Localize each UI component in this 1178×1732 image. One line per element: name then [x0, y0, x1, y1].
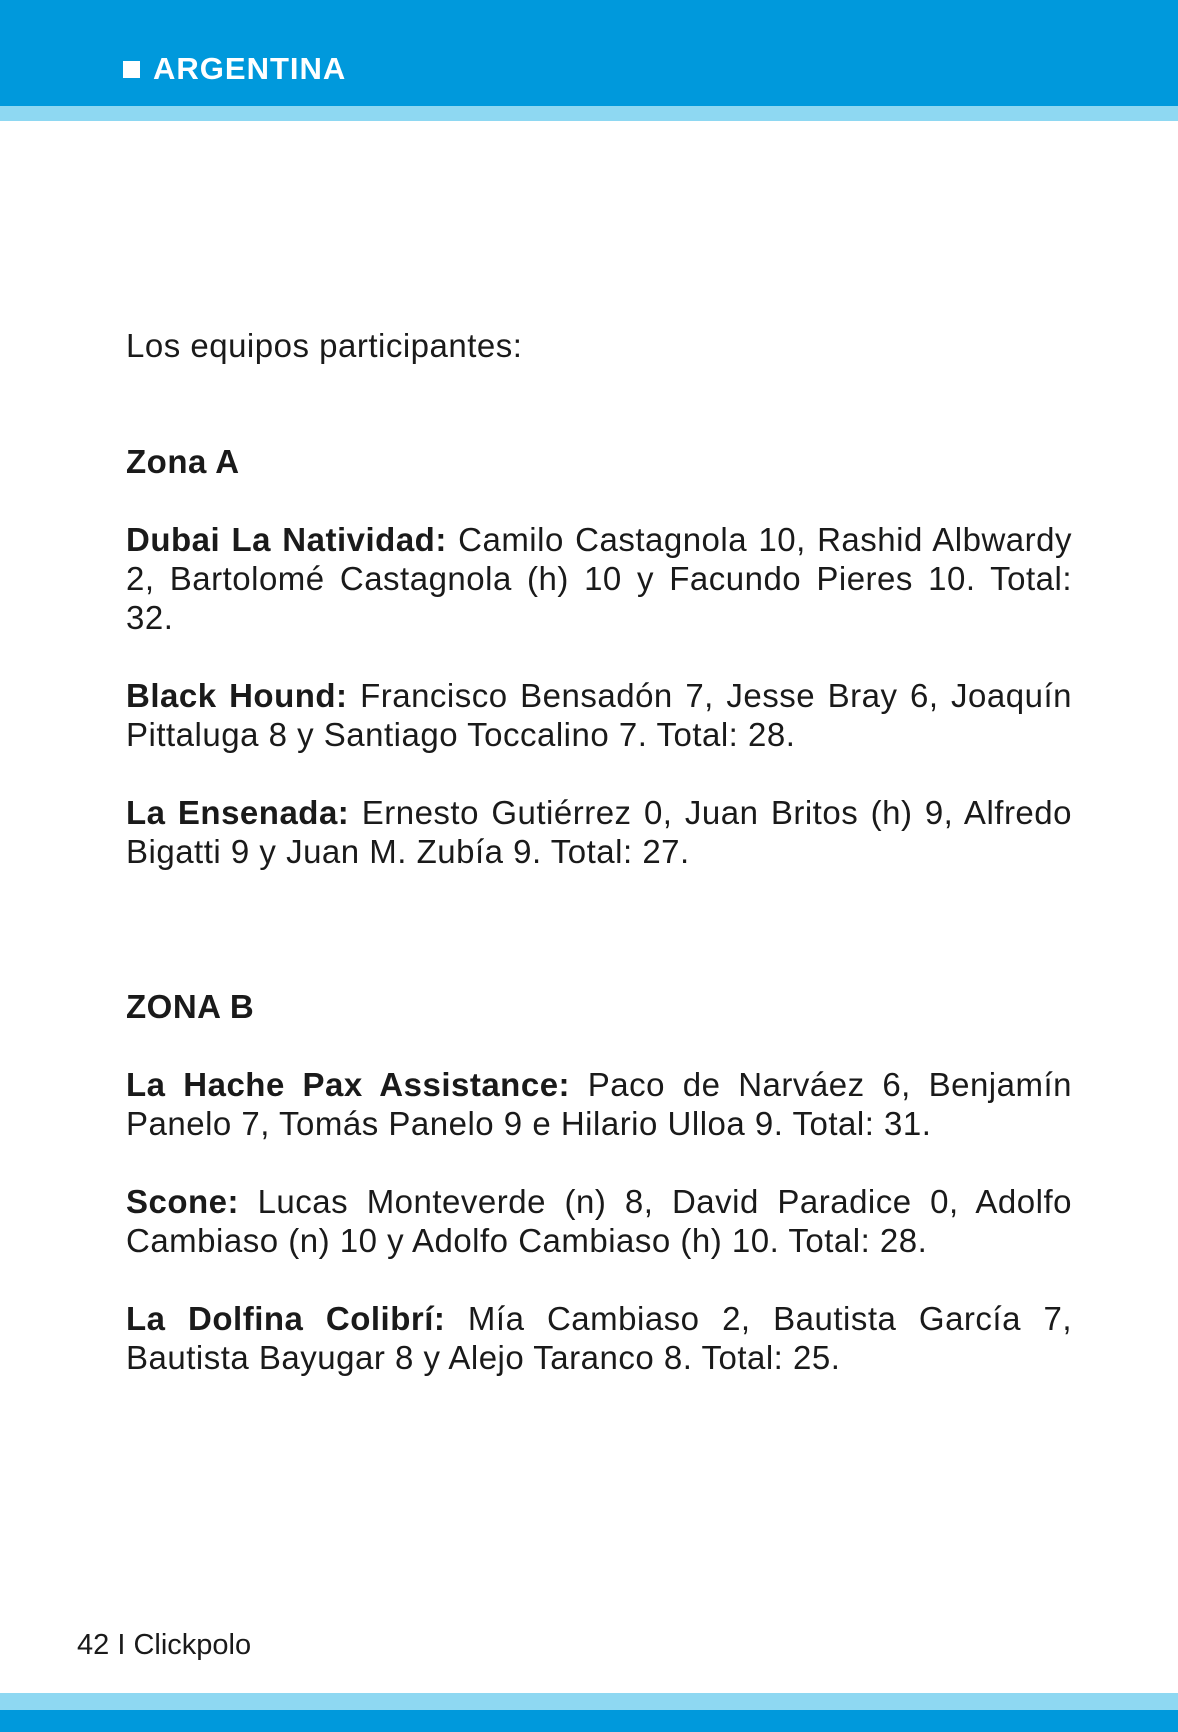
intro-text: Los equipos participantes:	[126, 327, 523, 364]
page-number: 42	[77, 1629, 110, 1661]
team-entry	[126, 1182, 1072, 1260]
footer-stripe	[0, 1693, 1178, 1710]
team-name: Dubai La Natividad:	[126, 521, 447, 558]
team-entry	[126, 1065, 1072, 1143]
zone-a-title: Zona A	[126, 443, 240, 480]
team-name: La Ensenada:	[126, 794, 350, 831]
header-stripe	[0, 106, 1178, 121]
team-entry	[126, 520, 1072, 637]
footer-separator: I	[117, 1629, 126, 1661]
footer-bar	[0, 1710, 1178, 1732]
main-content	[126, 326, 1072, 1377]
team-name: La Hache Pax Assistance:	[126, 1066, 571, 1103]
team-name: La Dolfina Colibrí:	[126, 1300, 446, 1337]
team-players: Ernesto Gutiérrez 0, Juan Britos (h) 9, Alfredo Bigatti 9 y Juan M. Zubía 9. Total: 27.	[126, 794, 1072, 870]
page-footer	[77, 1627, 251, 1663]
team-name: Black Hound:	[126, 677, 348, 714]
section-marker-square	[123, 61, 140, 78]
team-players: Mía Cambiaso 2, Bautista García 7, Bautista Bayugar 8 y Alejo Taranco 8. Total: 25.	[126, 1300, 1072, 1376]
section-title: ARGENTINA	[153, 51, 347, 86]
team-players: Lucas Monteverde (n) 8, David Paradice 0, Adolfo Cambiaso (n) 10 y Adolfo Cambiaso (h) 10. Total: 28.	[126, 1183, 1072, 1259]
publication-name: Clickpolo	[133, 1629, 252, 1661]
team-name: Scone:	[126, 1183, 240, 1220]
team-entry	[126, 1299, 1072, 1377]
team-players: Francisco Bensadón 7, Jesse Bray 6, Joaquín Pittaluga 8 y Santiago Toccalino 7. Total: 28.	[126, 677, 1072, 753]
team-players: Paco de Narváez 6, Benjamín Panelo 7, Tomás Panelo 9 e Hilario Ulloa 9. Total: 31.	[126, 1066, 1072, 1142]
team-entry	[126, 793, 1072, 871]
team-entry	[126, 676, 1072, 754]
team-players: Camilo Castagnola 10, Rashid Albwardy 2, Bartolomé Castagnola (h) 10 y Facundo Pieres 10. Total: 32.	[126, 521, 1073, 636]
zone-b-title: ZONA B	[126, 988, 255, 1025]
